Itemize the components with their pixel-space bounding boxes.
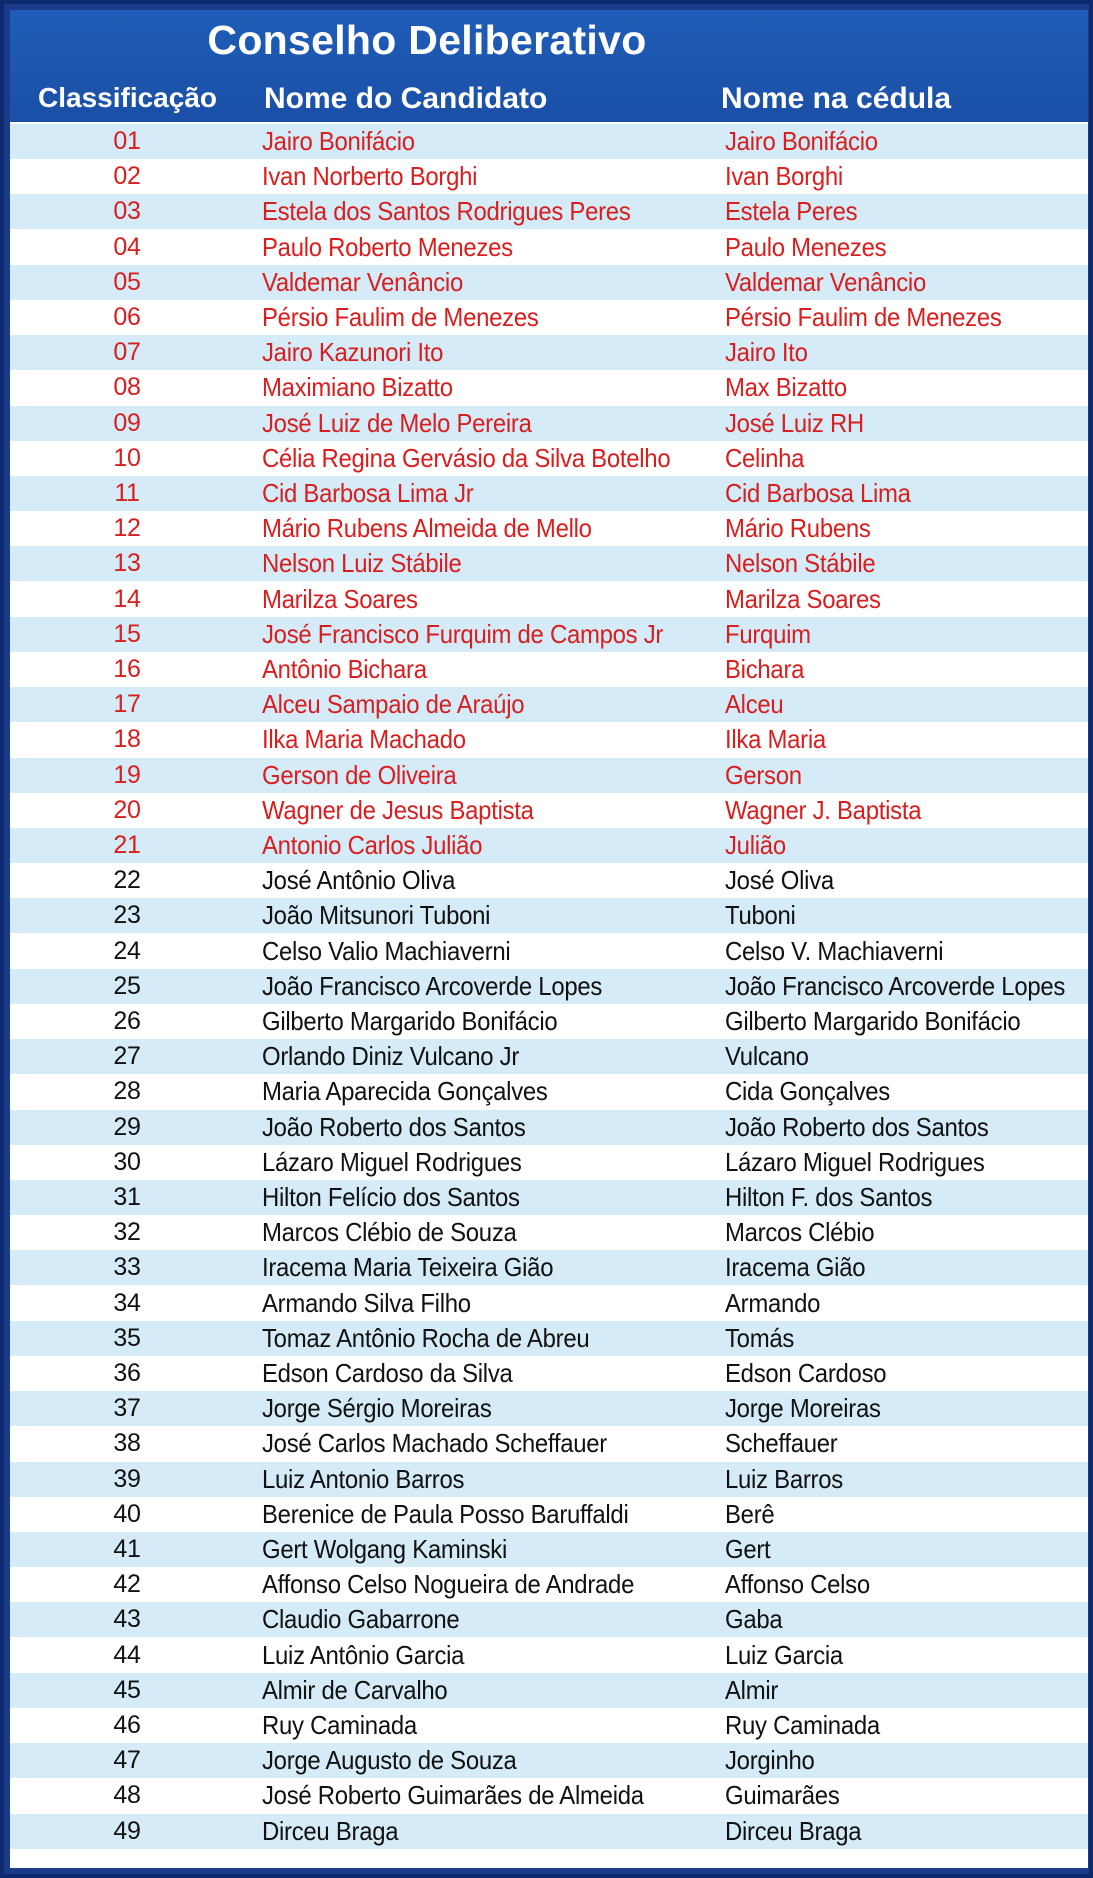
ballot-name-cell: Vulcano [725,1041,809,1072]
table-row [10,687,1088,722]
table-row [10,1673,1088,1708]
table-row [10,1532,1088,1567]
ballot-name-cell: Valdemar Venâncio [725,266,926,297]
table-row [10,1180,1088,1215]
ballot-name-cell: Tuboni [725,900,796,931]
ballot-name-cell: Iracema Gião [725,1252,866,1283]
candidate-name-cell: João Roberto dos Santos [262,1111,526,1142]
ballot-name-cell: José Oliva [725,865,834,896]
table-row [10,1356,1088,1391]
ballot-name-cell: Pérsio Faulim de Menezes [725,302,1002,332]
candidate-name-cell: Mário Rubens Almeida de Mello [262,513,592,544]
ballot-name-cell: Marcos Clébio [725,1217,875,1248]
classification-cell: 41 [113,1535,141,1563]
ballot-name-cell: Celinha [725,442,805,473]
candidate-name-cell: Luiz Antonio Barros [262,1463,465,1494]
ballot-name-cell: Estela Peres [725,196,858,227]
ballot-name-cell: Cida Gonçalves [725,1076,890,1107]
candidate-name-cell: Tomaz Antônio Rocha de Abreu [262,1322,590,1353]
classification-cell: 49 [113,1816,141,1845]
table-row [10,1145,1088,1180]
classification-cell: 48 [113,1781,141,1810]
candidate-name-cell: José Carlos Machado Scheffauer [262,1428,607,1459]
ballot-name-cell: Hilton F. dos Santos [725,1182,933,1212]
table-row [10,159,1088,194]
table-row [10,1321,1088,1356]
ballot-name-cell: Furquim [725,618,811,649]
candidate-name-cell: Armando Silva Filho [262,1287,471,1318]
classification-cell: 35 [113,1323,141,1352]
classification-cell: 26 [113,1007,141,1035]
table-row [10,194,1088,229]
ballot-name-cell: Guimarães [725,1780,840,1811]
classification-cell: 29 [113,1112,141,1141]
table-row [10,265,1088,300]
candidate-name-cell: João Francisco Arcoverde Lopes [262,970,603,1001]
candidate-name-cell: Antonio Carlos Julião [262,830,483,860]
classification-cell: 37 [113,1394,141,1423]
table-row [10,1814,1088,1849]
classification-cell: 34 [113,1288,141,1317]
ballot-name-cell: Affonso Celso [725,1569,870,1600]
ballot-name-cell: Scheffauer [725,1428,838,1459]
ballot-name-cell: José Luiz RH [725,407,864,438]
classification-cell: 27 [113,1042,141,1071]
ballot-name-cell: Jorge Moreiras [725,1393,881,1424]
table-row [10,546,1088,581]
table-row [10,1743,1088,1778]
page-title: Conselho Deliberativo [207,17,647,63]
ballot-name-cell: Berê [725,1498,775,1529]
table-row [10,969,1088,1004]
candidate-name-cell: Ivan Norberto Borghi [262,161,478,192]
table-row [10,1110,1088,1145]
ballot-name-cell: Cid Barbosa Lima [725,478,911,508]
candidate-name-cell: Hilton Felício dos Santos [262,1182,520,1212]
candidate-name-cell: José Francisco Furquim de Campos Jr [262,618,664,649]
ballot-name-cell: Celso V. Machiaverni [725,935,944,966]
ballot-name-cell: Lázaro Miguel Rodrigues [725,1146,985,1177]
ballot-name-cell: Edson Cardoso [725,1358,887,1388]
classification-cell: 43 [113,1605,141,1634]
classification-cell: 23 [113,901,141,930]
ballot-name-cell: Ruy Caminada [725,1710,880,1740]
classification-cell: 14 [113,584,141,613]
ballot-name-cell: Ilka Maria [725,724,826,755]
table-row [10,1567,1088,1602]
candidate-name-cell: Gerson de Oliveira [262,759,457,790]
candidate-name-cell: Jairo Bonifácio [262,126,415,156]
table-row [10,1004,1088,1039]
candidate-name-cell: Berenice de Paula Posso Baruffaldi [262,1498,629,1529]
candidate-name-cell: Ilka Maria Machado [262,724,466,755]
candidate-name-cell: Nelson Luiz Stábile [262,548,462,579]
classification-cell: 47 [113,1746,141,1775]
ballot-name-cell: Luiz Garcia [725,1639,843,1670]
ballot-name-cell: Gerson [725,759,802,790]
ballot-name-cell: Jairo Bonifácio [725,126,878,156]
table-row [10,300,1088,335]
candidate-name-cell: Antônio Bichara [262,654,427,684]
candidate-table [10,122,1088,1868]
candidate-name-cell: Maximiano Bizatto [262,372,453,403]
table-row [10,406,1088,441]
table-row [10,335,1088,370]
ballot-name-cell: João Roberto dos Santos [725,1111,989,1142]
candidate-name-cell: Marcos Clébio de Souza [262,1217,517,1248]
candidate-name-cell: Célia Regina Gervásio da Silva Botelho [262,442,671,473]
column-header-ballot-name: Nome na cédula [721,82,952,115]
ballot-name-cell: João Francisco Arcoverde Lopes [725,970,1066,1001]
ballot-name-cell: Paulo Menezes [725,231,887,262]
table-row [10,1426,1088,1461]
classification-cell: 06 [113,303,141,331]
candidate-name-cell: Alceu Sampaio de Araújo [262,689,525,720]
candidate-name-cell: Maria Aparecida Gonçalves [262,1076,548,1107]
ballot-name-cell: Armando [725,1287,821,1318]
table-row [10,1039,1088,1074]
candidate-name-cell: Marilza Soares [262,583,418,614]
candidate-name-cell: Cid Barbosa Lima Jr [262,478,474,508]
classification-cell: 15 [113,619,141,648]
column-header-candidate-name: Nome do Candidato [264,82,548,115]
classification-cell: 21 [113,831,141,859]
classification-cell: 11 [114,479,140,507]
candidate-name-cell: Paulo Roberto Menezes [262,231,513,262]
table-row [10,1250,1088,1285]
classification-cell: 04 [113,232,141,261]
candidate-name-cell: Valdemar Venâncio [262,266,463,297]
candidate-name-cell: Jairo Kazunori Ito [262,337,444,368]
table-row [10,828,1088,863]
candidate-name-cell: Luiz Antônio Garcia [262,1639,465,1670]
ballot-name-cell: Ivan Borghi [725,161,843,192]
table-row [10,793,1088,828]
candidate-name-cell: Jorge Augusto de Souza [262,1745,517,1776]
candidate-name-cell: Orlando Diniz Vulcano Jr [262,1041,520,1072]
candidate-name-cell: Lázaro Miguel Rodrigues [262,1146,522,1177]
ballot-name-cell: Wagner J. Baptista [725,794,922,825]
table-row [10,652,1088,687]
table-row [10,370,1088,405]
table-row [10,758,1088,793]
classification-cell: 20 [113,795,141,824]
candidate-name-cell: Affonso Celso Nogueira de Andrade [262,1569,635,1600]
ballot-name-cell: Almir [725,1674,779,1705]
candidate-name-cell: Dirceu Braga [262,1815,399,1846]
classification-cell: 13 [113,549,141,578]
ballot-name-cell: Bichara [725,654,805,684]
table-row [10,934,1088,969]
column-header-classification: Classificação [38,82,217,113]
classification-cell: 22 [113,866,141,895]
candidate-name-cell: Edson Cardoso da Silva [262,1358,513,1388]
table-row [10,1778,1088,1813]
classification-cell: 02 [113,162,141,191]
classification-cell: 36 [113,1359,141,1387]
classification-cell: 10 [113,443,141,472]
ballot-name-cell: Alceu [725,689,784,720]
candidate-name-cell: Ruy Caminada [262,1710,417,1740]
ballot-name-cell: Gilberto Margarido Bonifácio [725,1006,1021,1036]
classification-cell: 46 [113,1711,141,1739]
candidate-name-cell: Almir de Carvalho [262,1674,448,1705]
ballot-name-cell: Nelson Stábile [725,548,876,579]
classification-cell: 42 [113,1570,141,1599]
candidate-name-cell: Wagner de Jesus Baptista [262,794,534,825]
classification-cell: 16 [113,655,141,683]
classification-cell: 45 [113,1675,141,1704]
table-row [10,1602,1088,1637]
classification-cell: 24 [113,936,141,965]
classification-cell: 09 [113,408,141,437]
classification-cell: 17 [113,690,141,719]
ballot-name-cell: Mário Rubens [725,513,871,544]
ballot-name-cell: Marilza Soares [725,583,881,614]
candidate-name-cell: Jorge Sérgio Moreiras [262,1393,492,1424]
candidate-name-cell: Gilberto Margarido Bonifácio [262,1006,558,1036]
candidate-name-cell: José Roberto Guimarães de Almeida [262,1780,644,1811]
table-row [10,1462,1088,1497]
table-row [10,722,1088,757]
ballot-name-cell: Julião [725,830,786,860]
table-row [10,124,1088,159]
ballot-name-cell: Gert [725,1534,771,1564]
classification-cell: 18 [113,725,141,754]
classification-cell: 40 [113,1499,141,1528]
classification-cell: 08 [113,373,141,402]
classification-cell: 07 [113,338,141,367]
candidate-name-cell: Estela dos Santos Rodrigues Peres [262,196,631,227]
table-row [10,1638,1088,1673]
table-row [10,1391,1088,1426]
classification-cell: 44 [113,1640,141,1669]
table-header [10,10,1088,122]
table-row [10,582,1088,617]
classification-cell: 31 [113,1183,141,1211]
classification-cell: 03 [113,197,141,226]
candidate-name-cell: Claudio Gabarrone [262,1604,460,1635]
classification-cell: 33 [113,1253,141,1282]
table-row [10,617,1088,652]
candidate-name-cell: Iracema Maria Teixeira Gião [262,1252,554,1283]
classification-cell: 39 [113,1464,141,1493]
table-row [10,1074,1088,1109]
table-row [10,1497,1088,1532]
classification-cell: 19 [113,760,141,789]
classification-cell: 25 [113,971,141,1000]
candidate-name-cell: José Luiz de Melo Pereira [262,407,532,438]
classification-cell: 01 [113,127,141,155]
classification-cell: 32 [113,1218,141,1247]
table-row [10,441,1088,476]
classification-cell: 38 [113,1429,141,1458]
table-row [10,1215,1088,1250]
table-row [10,898,1088,933]
table-row [10,1708,1088,1743]
ballot-name-cell: Luiz Barros [725,1463,843,1494]
table-row [10,230,1088,265]
ballot-name-cell: Jorginho [725,1745,815,1776]
table-row [10,476,1088,511]
table-row [10,863,1088,898]
classification-cell: 30 [113,1147,141,1176]
candidate-name-cell: Pérsio Faulim de Menezes [262,302,539,332]
candidate-name-cell: Gert Wolgang Kaminski [262,1534,508,1564]
table-row [10,511,1088,546]
ballot-name-cell: Jairo Ito [725,337,808,368]
ballot-name-cell: Max Bizatto [725,372,847,403]
ballot-name-cell: Gaba [725,1604,783,1635]
candidate-name-cell: João Mitsunori Tuboni [262,900,491,931]
classification-cell: 12 [113,514,141,543]
table-row [10,1286,1088,1321]
candidate-name-cell: Celso Valio Machiaverni [262,935,511,966]
ballot-name-cell: Dirceu Braga [725,1815,862,1846]
classification-cell: 28 [113,1077,141,1106]
classification-cell: 05 [113,267,141,296]
ballot-name-cell: Tomás [725,1322,795,1353]
candidate-name-cell: José Antônio Oliva [262,865,456,896]
